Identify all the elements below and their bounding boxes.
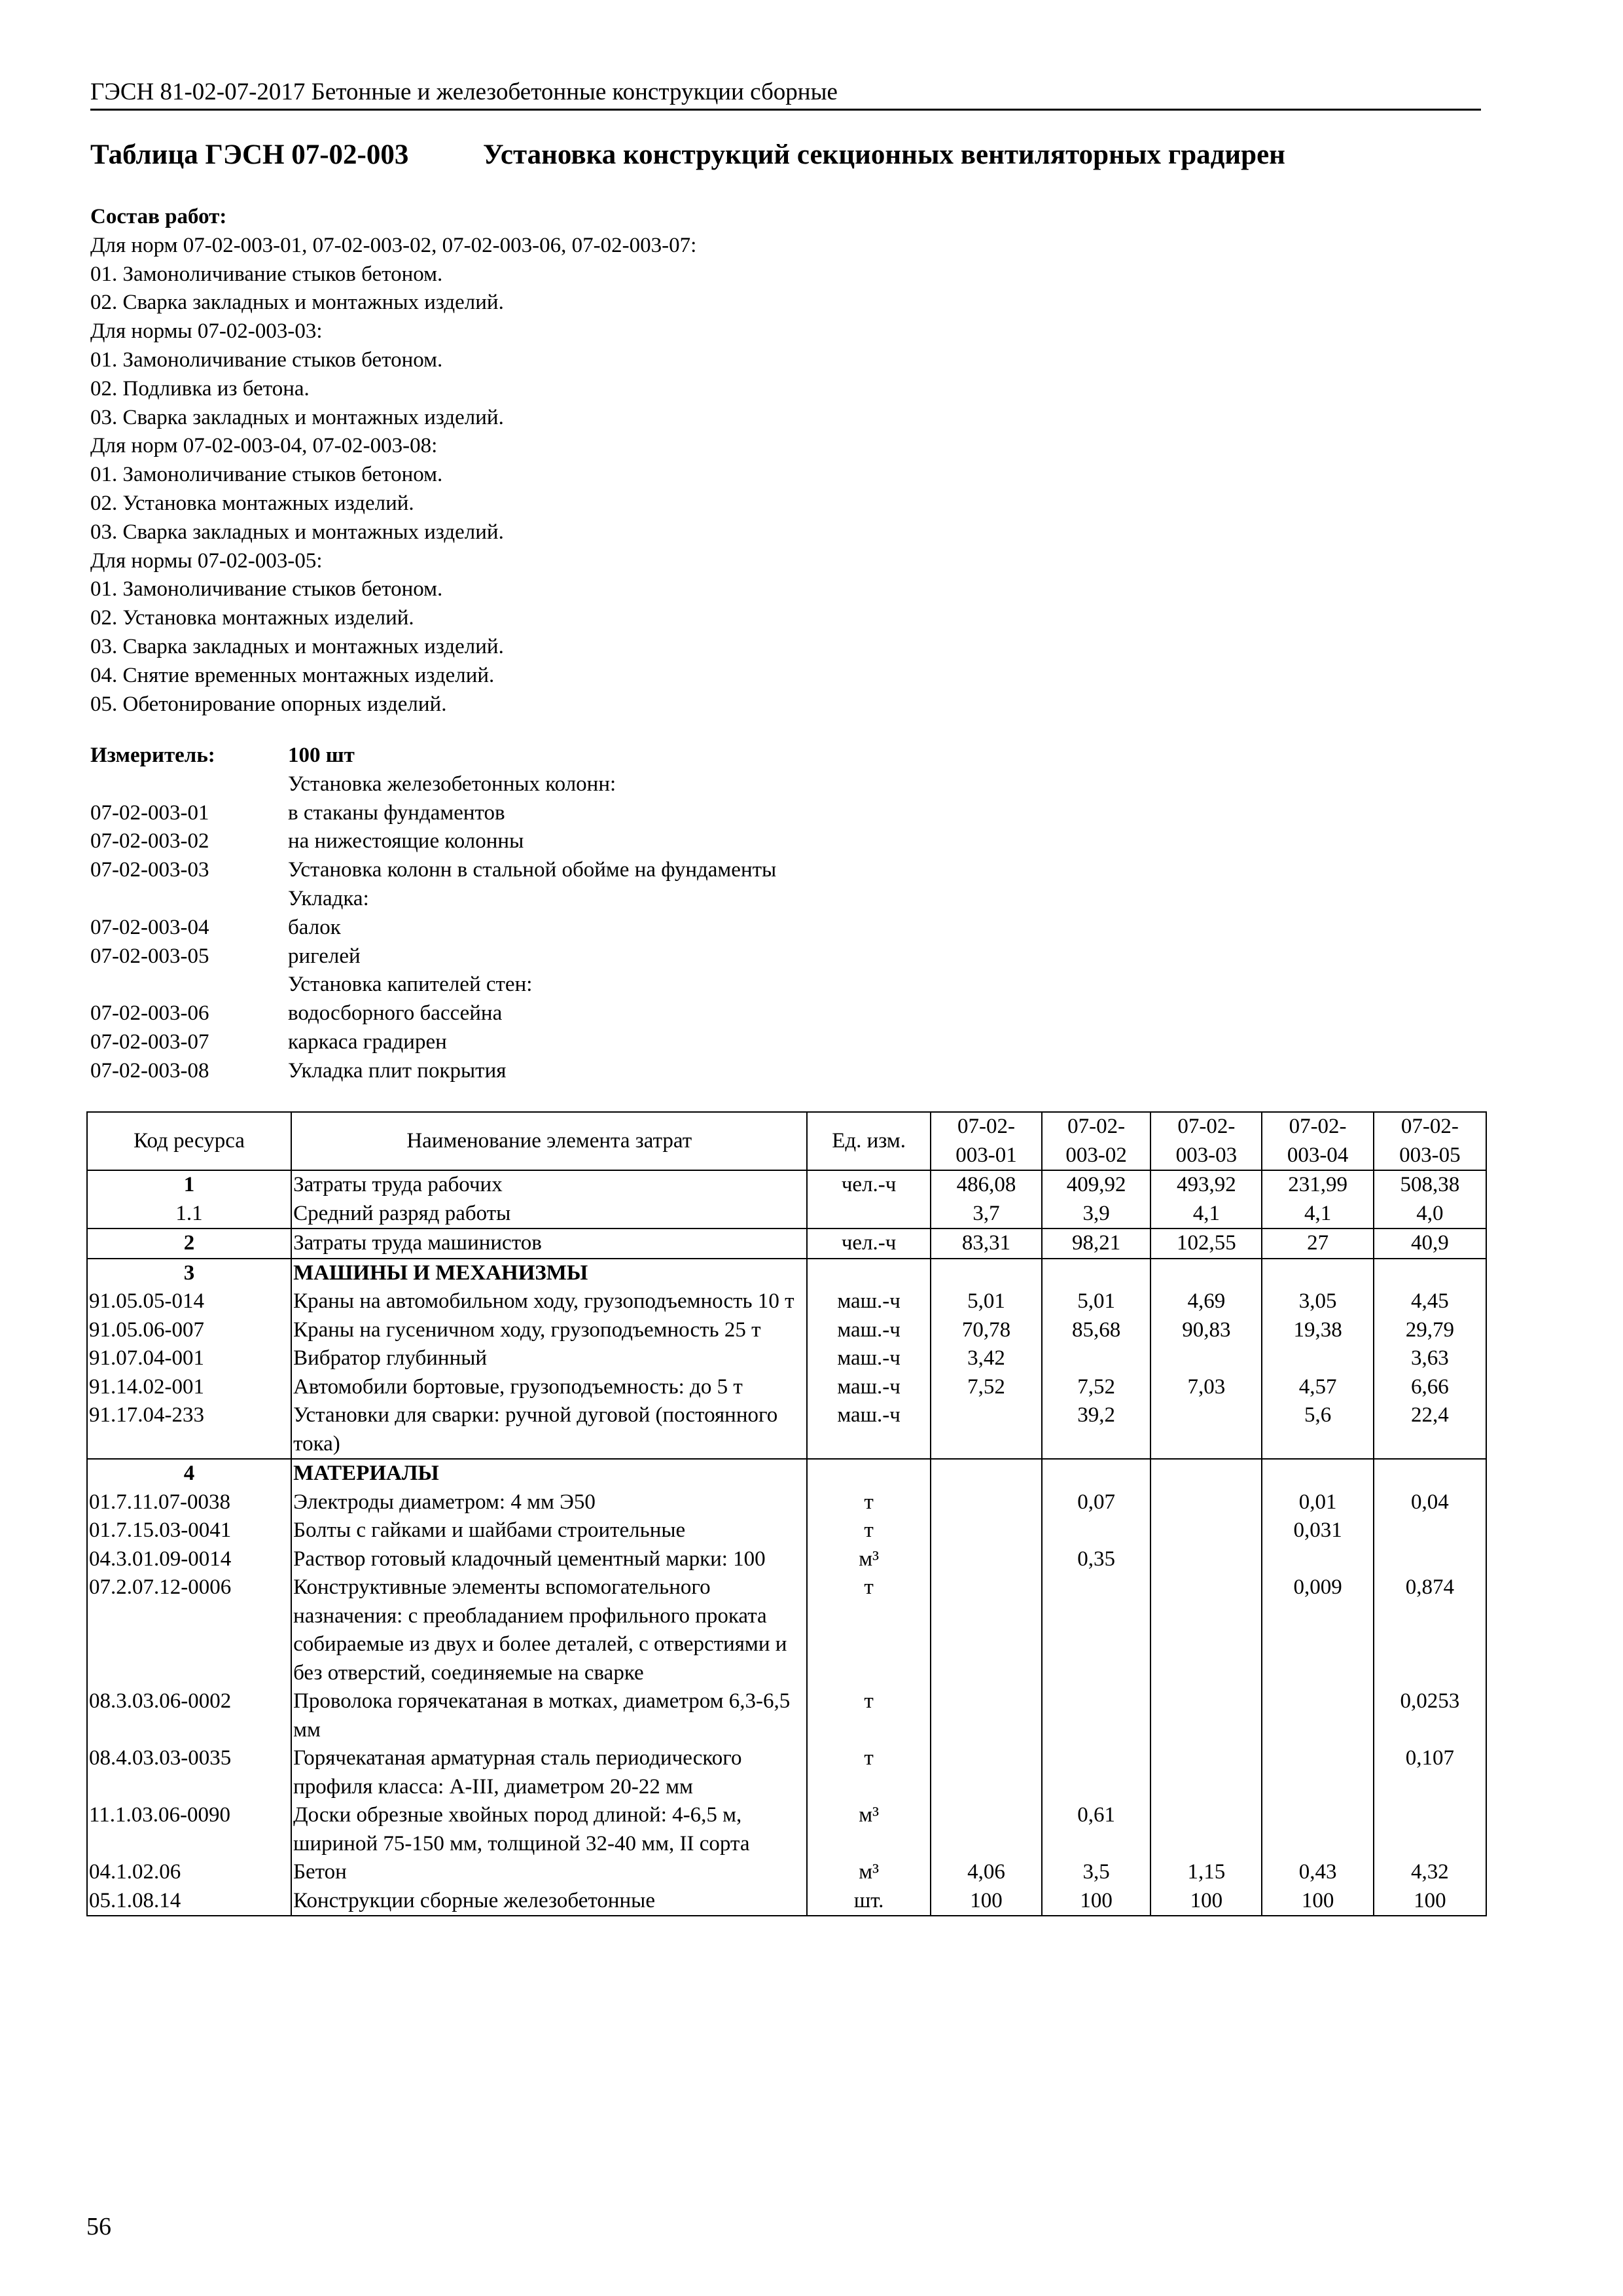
- cell-value: [1262, 1545, 1373, 1574]
- table-title: [90, 137, 1285, 173]
- works-line: Для норм 07-02-003-04, 07-02-003-08:: [90, 434, 438, 458]
- cell-value: [1150, 1801, 1262, 1858]
- cell-value: 4,06: [931, 1858, 1042, 1887]
- cell-code: 08.3.03.06-0002: [87, 1687, 291, 1744]
- cell-code: 04.1.02.06: [87, 1858, 291, 1887]
- cell-value: [1042, 1344, 1150, 1373]
- cell-code: 08.4.03.03-0035: [87, 1744, 291, 1801]
- cell-value: [1150, 1687, 1262, 1744]
- cell-value: 22,4: [1374, 1401, 1486, 1459]
- cell-name: Конструкции сборные железобетонные: [291, 1887, 807, 1916]
- meter-row: [90, 999, 776, 1028]
- cell-name: Доски обрезные хвойных пород длиной: 4-6,5 м, шириной 75-150 мм, толщиной 32-40 мм, II сорта: [291, 1801, 807, 1858]
- cell-value: [1150, 1744, 1262, 1801]
- cell-value: 3,05: [1262, 1287, 1373, 1316]
- header-col-5: [1374, 1112, 1486, 1170]
- cell-value: 0,009: [1262, 1573, 1373, 1687]
- cell-value: 70,78: [931, 1316, 1042, 1345]
- table-row: [87, 1401, 1486, 1459]
- cell-value: 6,66: [1374, 1373, 1486, 1402]
- cell-name: Бетон: [291, 1858, 807, 1887]
- cell-unit: чел.-ч: [807, 1170, 930, 1200]
- cell-value: 0,01: [1262, 1488, 1373, 1517]
- cell-value: 4,0: [1374, 1200, 1486, 1229]
- cell-name: Краны на гусеничном ходу, грузоподъемность 25 т: [291, 1316, 807, 1345]
- meter-row-code: 07-02-003-03: [90, 858, 209, 882]
- meter-row-text: водосборного бассейна: [288, 1001, 503, 1026]
- header-unit: Ед. изм.: [807, 1112, 930, 1170]
- meter-row-text: Установка капителей стен:: [288, 973, 533, 997]
- meter-row: [90, 971, 776, 999]
- meter-row-text: на нижестоящие колонны: [288, 829, 524, 853]
- cell-value: [1150, 1488, 1262, 1517]
- cell-value: [1042, 1259, 1150, 1288]
- cell-code: 91.05.06-007: [87, 1316, 291, 1345]
- cell-value: [1150, 1516, 1262, 1545]
- cell-code: 91.05.05-014: [87, 1287, 291, 1316]
- table-row: [87, 1229, 1486, 1259]
- cell-code: 1: [87, 1170, 291, 1200]
- cell-value: 100: [1262, 1887, 1373, 1916]
- cell-code: 05.1.08.14: [87, 1887, 291, 1916]
- table-row: [87, 1344, 1486, 1373]
- cell-value: 4,45: [1374, 1287, 1486, 1316]
- cell-value: [931, 1401, 1042, 1459]
- table-row: [87, 1516, 1486, 1545]
- cell-unit: маш.-ч: [807, 1401, 930, 1459]
- cell-value: [1374, 1801, 1486, 1858]
- cell-unit: т: [807, 1744, 930, 1801]
- table-row: [87, 1373, 1486, 1402]
- meter-row-code: 07-02-003-04: [90, 915, 209, 939]
- cell-value: 409,92: [1042, 1170, 1150, 1200]
- header-col-part: 003-02: [1065, 1143, 1127, 1167]
- cell-value: [931, 1459, 1042, 1488]
- works-line: Для норм 07-02-003-01, 07-02-003-02, 07-02-003-06, 07-02-003-07:: [90, 233, 697, 257]
- meter-label: Измеритель:: [90, 744, 215, 767]
- cell-value: [931, 1801, 1042, 1858]
- cell-value: [931, 1545, 1042, 1574]
- meter-row: [90, 827, 776, 856]
- cell-value: 0,031: [1262, 1516, 1373, 1545]
- header-col-part: 003-04: [1287, 1143, 1349, 1167]
- cell-code: 01.7.15.03-0041: [87, 1516, 291, 1545]
- header-code: Код ресурса: [87, 1112, 291, 1170]
- cell-value: 3,9: [1042, 1200, 1150, 1229]
- works-line: 03. Сварка закладных и монтажных изделий.: [90, 405, 504, 429]
- cell-value: [1150, 1344, 1262, 1373]
- table-row: [87, 1170, 1486, 1200]
- meter-block: [90, 742, 776, 1086]
- cell-name: Проволока горячекатаная в мотках, диаметром 6,3-6,5 мм: [291, 1687, 807, 1744]
- cell-value: 486,08: [931, 1170, 1042, 1200]
- cell-value: [931, 1687, 1042, 1744]
- cell-value: [1262, 1259, 1373, 1288]
- cell-value: 4,1: [1150, 1200, 1262, 1229]
- works-line: 03. Сварка закладных и монтажных изделий.: [90, 520, 504, 544]
- meter-row-text: в стаканы фундаментов: [288, 800, 505, 825]
- table-row: [87, 1573, 1486, 1687]
- cell-value: [1042, 1744, 1150, 1801]
- meter-row-head: [90, 742, 776, 770]
- table-row: [87, 1287, 1486, 1316]
- cell-name: Затраты труда рабочих: [291, 1170, 807, 1200]
- cell-unit: маш.-ч: [807, 1373, 930, 1402]
- cell-value: 100: [931, 1887, 1042, 1916]
- cell-value: 19,38: [1262, 1316, 1373, 1345]
- meter-row-text: каркаса градирен: [288, 1030, 447, 1054]
- meter-row-code: 07-02-003-07: [90, 1030, 209, 1054]
- cell-value: 27: [1262, 1229, 1373, 1259]
- cell-value: [1262, 1459, 1373, 1488]
- works-line: 02. Сварка закладных и монтажных изделий.: [90, 291, 504, 315]
- cell-value: 100: [1374, 1887, 1486, 1916]
- cell-value: 7,03: [1150, 1373, 1262, 1402]
- cell-value: 3,63: [1374, 1344, 1486, 1373]
- cell-value: [931, 1516, 1042, 1545]
- meter-row-text: Укладка:: [288, 886, 369, 910]
- cell-name: Раствор готовый кладочный цементный марки: 100: [291, 1545, 807, 1574]
- meter-row-code: 07-02-003-01: [90, 800, 209, 825]
- cell-value: 83,31: [931, 1229, 1042, 1259]
- meter-row-text: Укладка плит покрытия: [288, 1058, 507, 1083]
- cell-name: Болты с гайками и шайбами строительные: [291, 1516, 807, 1545]
- header-col-3: [1150, 1112, 1262, 1170]
- works-line: 01. Замоноличивание стыков бетоном.: [90, 348, 443, 372]
- cell-code: 91.17.04-233: [87, 1401, 291, 1459]
- works-composition: [90, 203, 696, 719]
- cell-value: 0,874: [1374, 1573, 1486, 1687]
- table-header-row: [87, 1112, 1486, 1170]
- cell-code: 91.07.04-001: [87, 1344, 291, 1373]
- table-row: [87, 1858, 1486, 1887]
- cell-value: 508,38: [1374, 1170, 1486, 1200]
- cell-value: [1374, 1516, 1486, 1545]
- cell-value: 3,5: [1042, 1858, 1150, 1887]
- cell-code: 11.1.03.06-0090: [87, 1801, 291, 1858]
- works-line: 01. Замоноличивание стыков бетоном.: [90, 463, 443, 487]
- works-line: 01. Замоноличивание стыков бетоном.: [90, 577, 443, 601]
- cell-value: [931, 1488, 1042, 1517]
- cell-unit: [807, 1259, 930, 1288]
- meter-value: 100 шт: [288, 744, 355, 767]
- cell-value: [931, 1259, 1042, 1288]
- running-header: ГЭСН 81-02-07-2017 Бетонные и железобетонные конструкции сборные: [90, 77, 1481, 111]
- page-number: 56: [86, 2213, 111, 2240]
- table-row: [87, 1316, 1486, 1345]
- cell-unit: чел.-ч: [807, 1229, 930, 1259]
- cell-value: 0,07: [1042, 1488, 1150, 1517]
- cell-value: [1150, 1259, 1262, 1288]
- cell-value: [1374, 1259, 1486, 1288]
- cell-code: 2: [87, 1229, 291, 1259]
- header-col-part: 07-02-: [1400, 1115, 1459, 1138]
- cell-name: Конструктивные элементы вспомогательного назначения: с преобладанием профильного проката собираемые из двух и более деталей, с отверстиями и без отверстий, соединяемые на сварке: [291, 1573, 807, 1687]
- cell-value: 5,01: [931, 1287, 1042, 1316]
- cell-value: [1150, 1459, 1262, 1488]
- table-row: [87, 1488, 1486, 1517]
- cell-value: 5,6: [1262, 1401, 1373, 1459]
- works-heading: Состав работ:: [90, 205, 227, 228]
- meter-row-code: [90, 971, 288, 999]
- meter-row-text: балок: [288, 915, 341, 939]
- meter-row-code: 07-02-003-08: [90, 1058, 209, 1083]
- cell-value: 4,69: [1150, 1287, 1262, 1316]
- table-name: Установка конструкций секционных вентиляторных градирен: [483, 139, 1285, 170]
- meter-row: [90, 942, 776, 971]
- cell-value: 7,52: [1042, 1373, 1150, 1402]
- cell-value: [1042, 1516, 1150, 1545]
- cell-value: 0,04: [1374, 1488, 1486, 1517]
- cell-value: [931, 1573, 1042, 1687]
- table-code: Таблица ГЭСН 07-02-003: [90, 139, 409, 170]
- cell-value: 39,2: [1042, 1401, 1150, 1459]
- works-lines: [90, 232, 696, 719]
- cell-value: 100: [1150, 1887, 1262, 1916]
- header-col-part: 07-02-: [1289, 1115, 1347, 1138]
- table-body: [87, 1170, 1486, 1916]
- header-col-part: 003-05: [1399, 1143, 1461, 1167]
- cell-value: 98,21: [1042, 1229, 1150, 1259]
- cell-unit: маш.-ч: [807, 1316, 930, 1345]
- cell-name: Средний разряд работы: [291, 1200, 807, 1229]
- meter-row-code: 07-02-003-06: [90, 1001, 209, 1026]
- meter-row-code: [90, 885, 288, 914]
- table-row: [87, 1200, 1486, 1229]
- cell-name: Установки для сварки: ручной дуговой (постоянного тока): [291, 1401, 807, 1459]
- cell-name: Затраты труда машинистов: [291, 1229, 807, 1259]
- table-row: [87, 1801, 1486, 1858]
- cell-value: 90,83: [1150, 1316, 1262, 1345]
- cell-value: 7,52: [931, 1373, 1042, 1402]
- cell-value: 85,68: [1042, 1316, 1150, 1345]
- cell-value: 3,42: [931, 1344, 1042, 1373]
- cell-unit: м³: [807, 1545, 930, 1574]
- table-row: [87, 1887, 1486, 1916]
- works-line: 02. Установка монтажных изделий.: [90, 491, 414, 515]
- header-col-1: [931, 1112, 1042, 1170]
- cell-value: 0,107: [1374, 1744, 1486, 1801]
- meter-row-code: 07-02-003-02: [90, 829, 209, 853]
- meter-row: [90, 856, 776, 885]
- cell-code: 07.2.07.12-0006: [87, 1573, 291, 1687]
- works-line: Для нормы 07-02-003-05:: [90, 548, 323, 573]
- cell-name: Горячекатаная арматурная сталь периодического профиля класса: А-III, диаметром 20-22 мм: [291, 1744, 807, 1801]
- cell-unit: м³: [807, 1801, 930, 1858]
- cell-unit: м³: [807, 1858, 930, 1887]
- works-line: 04. Снятие временных монтажных изделий.: [90, 663, 495, 687]
- cell-unit: т: [807, 1516, 930, 1545]
- meter-rows: [90, 770, 776, 1086]
- section-row: [87, 1459, 1486, 1488]
- cell-value: [1042, 1573, 1150, 1687]
- header-col-part: 003-01: [955, 1143, 1017, 1167]
- cell-value: 3,7: [931, 1200, 1042, 1229]
- meter-row: [90, 914, 776, 942]
- table-row: [87, 1744, 1486, 1801]
- cell-value: [1150, 1545, 1262, 1574]
- meter-row: [90, 885, 776, 914]
- section-row: [87, 1259, 1486, 1288]
- cell-value: [1262, 1344, 1373, 1373]
- table-row: [87, 1687, 1486, 1744]
- meter-row: [90, 770, 776, 799]
- cell-value: [1150, 1401, 1262, 1459]
- works-line: 01. Замоноличивание стыков бетоном.: [90, 262, 443, 286]
- works-line: Для нормы 07-02-003-03:: [90, 319, 323, 344]
- cell-value: [1262, 1687, 1373, 1744]
- cell-code: 04.3.01.09-0014: [87, 1545, 291, 1574]
- cell-name: Вибратор глубинный: [291, 1344, 807, 1373]
- cell-value: 102,55: [1150, 1229, 1262, 1259]
- cell-name: Краны на автомобильном ходу, грузоподъемность 10 т: [291, 1287, 807, 1316]
- cell-name: Электроды диаметром: 4 мм Э50: [291, 1488, 807, 1517]
- cell-value: 0,35: [1042, 1545, 1150, 1574]
- cell-value: 1,15: [1150, 1858, 1262, 1887]
- cell-value: 0,43: [1262, 1858, 1373, 1887]
- works-line: 03. Сварка закладных и монтажных изделий.: [90, 634, 504, 658]
- cell-value: [1262, 1801, 1373, 1858]
- header-col-part: 07-02-: [957, 1115, 1015, 1138]
- cell-unit: маш.-ч: [807, 1344, 930, 1373]
- cell-value: 4,32: [1374, 1858, 1486, 1887]
- resource-table: [86, 1111, 1487, 1916]
- header-col-part: 07-02-: [1177, 1115, 1236, 1138]
- cell-value: [1262, 1744, 1373, 1801]
- cell-value: 0,61: [1042, 1801, 1150, 1858]
- meter-row-code: 07-02-003-05: [90, 944, 209, 968]
- header-col-part: 07-02-: [1067, 1115, 1126, 1138]
- cell-value: 231,99: [1262, 1170, 1373, 1200]
- cell-code: 1.1: [87, 1200, 291, 1229]
- cell-value: [1374, 1545, 1486, 1574]
- cell-unit: т: [807, 1488, 930, 1517]
- cell-unit: [807, 1200, 930, 1229]
- header-col-4: [1262, 1112, 1373, 1170]
- works-line: 02. Подливка из бетона.: [90, 376, 310, 401]
- cell-value: [1374, 1459, 1486, 1488]
- meter-row: [90, 1028, 776, 1057]
- cell-unit: т: [807, 1573, 930, 1687]
- cell-code: 3: [87, 1259, 291, 1288]
- cell-unit: шт.: [807, 1887, 930, 1916]
- cell-value: 493,92: [1150, 1170, 1262, 1200]
- cell-value: [931, 1744, 1042, 1801]
- works-line: 05. Обетонирование опорных изделий.: [90, 692, 447, 716]
- cell-value: 29,79: [1374, 1316, 1486, 1345]
- cell-unit: [807, 1459, 930, 1488]
- cell-value: 5,01: [1042, 1287, 1150, 1316]
- header-col-part: 003-03: [1175, 1143, 1238, 1167]
- meter-row: [90, 799, 776, 828]
- meter-row-code: [90, 770, 288, 799]
- cell-name: МАШИНЫ И МЕХАНИЗМЫ: [291, 1259, 807, 1288]
- cell-value: 0,0253: [1374, 1687, 1486, 1744]
- meter-row-text: Установка колонн в стальной обойме на фундаменты: [288, 858, 777, 882]
- cell-value: [1042, 1459, 1150, 1488]
- cell-code: 91.14.02-001: [87, 1373, 291, 1402]
- meter-row-text: ригелей: [288, 944, 361, 968]
- cell-value: [1150, 1573, 1262, 1687]
- works-line: 02. Установка монтажных изделий.: [90, 606, 414, 630]
- cell-value: 4,57: [1262, 1373, 1373, 1402]
- cell-value: 40,9: [1374, 1229, 1486, 1259]
- cell-value: [1042, 1687, 1150, 1744]
- table-row: [87, 1545, 1486, 1574]
- cell-value: 4,1: [1262, 1200, 1373, 1229]
- cell-unit: маш.-ч: [807, 1287, 930, 1316]
- cell-name: МАТЕРИАЛЫ: [291, 1459, 807, 1488]
- header-name: Наименование элемента затрат: [291, 1112, 807, 1170]
- cell-code: 01.7.11.07-0038: [87, 1488, 291, 1517]
- cell-value: 100: [1042, 1887, 1150, 1916]
- cell-unit: т: [807, 1687, 930, 1744]
- header-col-2: [1042, 1112, 1150, 1170]
- cell-code: 4: [87, 1459, 291, 1488]
- meter-row-text: Установка железобетонных колонн:: [288, 772, 616, 796]
- meter-row: [90, 1057, 776, 1086]
- cell-name: Автомобили бортовые, грузоподъемность: до 5 т: [291, 1373, 807, 1402]
